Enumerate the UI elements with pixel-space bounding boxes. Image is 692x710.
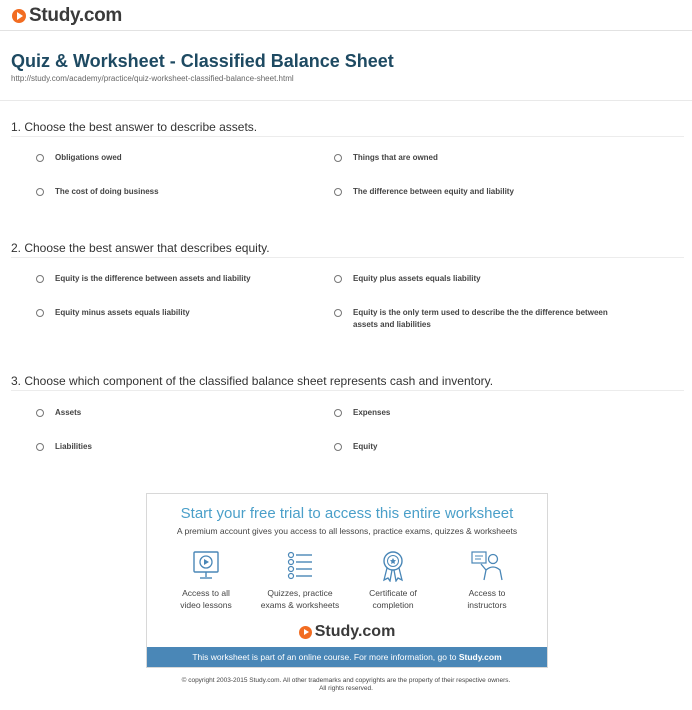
answer-option[interactable] xyxy=(36,407,315,419)
feature-video-lessons xyxy=(160,550,252,611)
rights-line: All rights reserved. xyxy=(319,685,373,692)
radio-button[interactable] xyxy=(334,154,342,162)
certificate-icon xyxy=(378,550,408,582)
answer-label: Equity plus assets equals liability xyxy=(353,274,481,283)
answer-label: Equity xyxy=(353,442,378,451)
answer-option[interactable] xyxy=(36,186,315,198)
answer-label: Assets xyxy=(55,408,82,417)
feature-label-line1: Access to all xyxy=(182,588,230,598)
feature-label-line1: Access to xyxy=(468,588,506,598)
radio-button[interactable] xyxy=(36,188,44,196)
answer-option[interactable] xyxy=(334,186,613,198)
play-logo-icon xyxy=(12,9,26,23)
feature-label-line2: exams & worksheets xyxy=(260,600,340,610)
page-url: http://study.com/academy/practice/quiz-worksheet-classified-balance-sheet.html xyxy=(11,74,294,83)
answer-option[interactable] xyxy=(334,307,613,331)
feature-label-line2: video lessons xyxy=(180,600,232,610)
radio-button[interactable] xyxy=(36,409,44,417)
question-1-divider xyxy=(11,136,684,137)
feature-instructors xyxy=(441,550,533,611)
feature-label-line1: Certificate of xyxy=(369,588,417,598)
course-info-banner xyxy=(147,647,547,667)
question-1-text: 1. Choose the best answer to describe assets. xyxy=(11,120,258,134)
radio-button[interactable] xyxy=(334,409,342,417)
answer-label: Things that are owned xyxy=(353,153,438,162)
radio-button[interactable] xyxy=(36,309,44,317)
answer-option[interactable] xyxy=(334,441,613,453)
checklist-icon xyxy=(285,550,315,582)
answer-label: Equity is the only term used to describe the the difference between assets and liabilities xyxy=(353,308,608,329)
promo-subheading: A premium account gives you access to all lessons, practice exams, quizzes & worksheets xyxy=(176,526,518,536)
header-divider xyxy=(0,30,692,31)
answer-label: Expenses xyxy=(353,408,391,417)
radio-button[interactable] xyxy=(334,309,342,317)
radio-button[interactable] xyxy=(36,154,44,162)
radio-button[interactable] xyxy=(334,275,342,283)
title-divider xyxy=(0,100,692,101)
answer-label: Obligations owed xyxy=(55,153,122,162)
feature-certificate xyxy=(347,550,439,611)
study-logo[interactable] xyxy=(12,4,122,28)
radio-button[interactable] xyxy=(36,443,44,451)
copyright-footer xyxy=(0,677,692,693)
feature-label-line1: Quizzes, practice xyxy=(267,588,333,598)
answer-option[interactable] xyxy=(334,152,613,164)
video-lessons-icon xyxy=(191,550,221,582)
answer-label: The cost of doing business xyxy=(55,187,159,196)
feature-quizzes xyxy=(254,550,346,611)
answer-option[interactable] xyxy=(36,307,315,319)
logo-wordmark: Study.com xyxy=(29,5,123,26)
answer-label: Equity minus assets equals liability xyxy=(55,308,190,317)
answer-label: Liabilities xyxy=(55,442,92,451)
answer-option[interactable] xyxy=(334,273,613,285)
answer-option[interactable] xyxy=(36,273,315,285)
question-3-divider xyxy=(11,390,684,391)
radio-button[interactable] xyxy=(334,188,342,196)
question-2-divider xyxy=(11,257,684,258)
instructor-icon xyxy=(470,550,504,582)
radio-button[interactable] xyxy=(36,275,44,283)
question-2-text: 2. Choose the best answer that describes equity. xyxy=(11,241,270,255)
answer-option[interactable] xyxy=(36,152,315,164)
radio-button[interactable] xyxy=(334,443,342,451)
promo-logo-wordmark: Study.com xyxy=(314,623,396,640)
answer-label: Equity is the difference between assets and liability xyxy=(55,274,251,283)
free-trial-promo xyxy=(146,493,548,668)
answer-option[interactable] xyxy=(36,441,315,453)
play-logo-icon xyxy=(299,626,312,639)
promo-heading[interactable]: Start your free trial to access this entire worksheet xyxy=(180,505,514,522)
copyright-line: © copyright 2003-2015 Study.com. All other trademarks and copyrights are the property of their respective owners. xyxy=(181,677,511,684)
answer-option[interactable] xyxy=(334,407,613,419)
answer-label: The difference between equity and liability xyxy=(353,187,514,196)
feature-label-line2: completion xyxy=(372,600,414,610)
question-3-text: 3. Choose which component of the classified balance sheet represents cash and inventory. xyxy=(11,374,494,388)
feature-label-line2: instructors xyxy=(467,600,507,610)
banner-text: This worksheet is part of an online course. For more information, go to xyxy=(192,652,459,662)
banner-link[interactable]: Study.com xyxy=(458,652,502,662)
page-title: Quiz & Worksheet - Classified Balance Sheet xyxy=(11,51,394,71)
promo-logo[interactable] xyxy=(147,623,547,641)
